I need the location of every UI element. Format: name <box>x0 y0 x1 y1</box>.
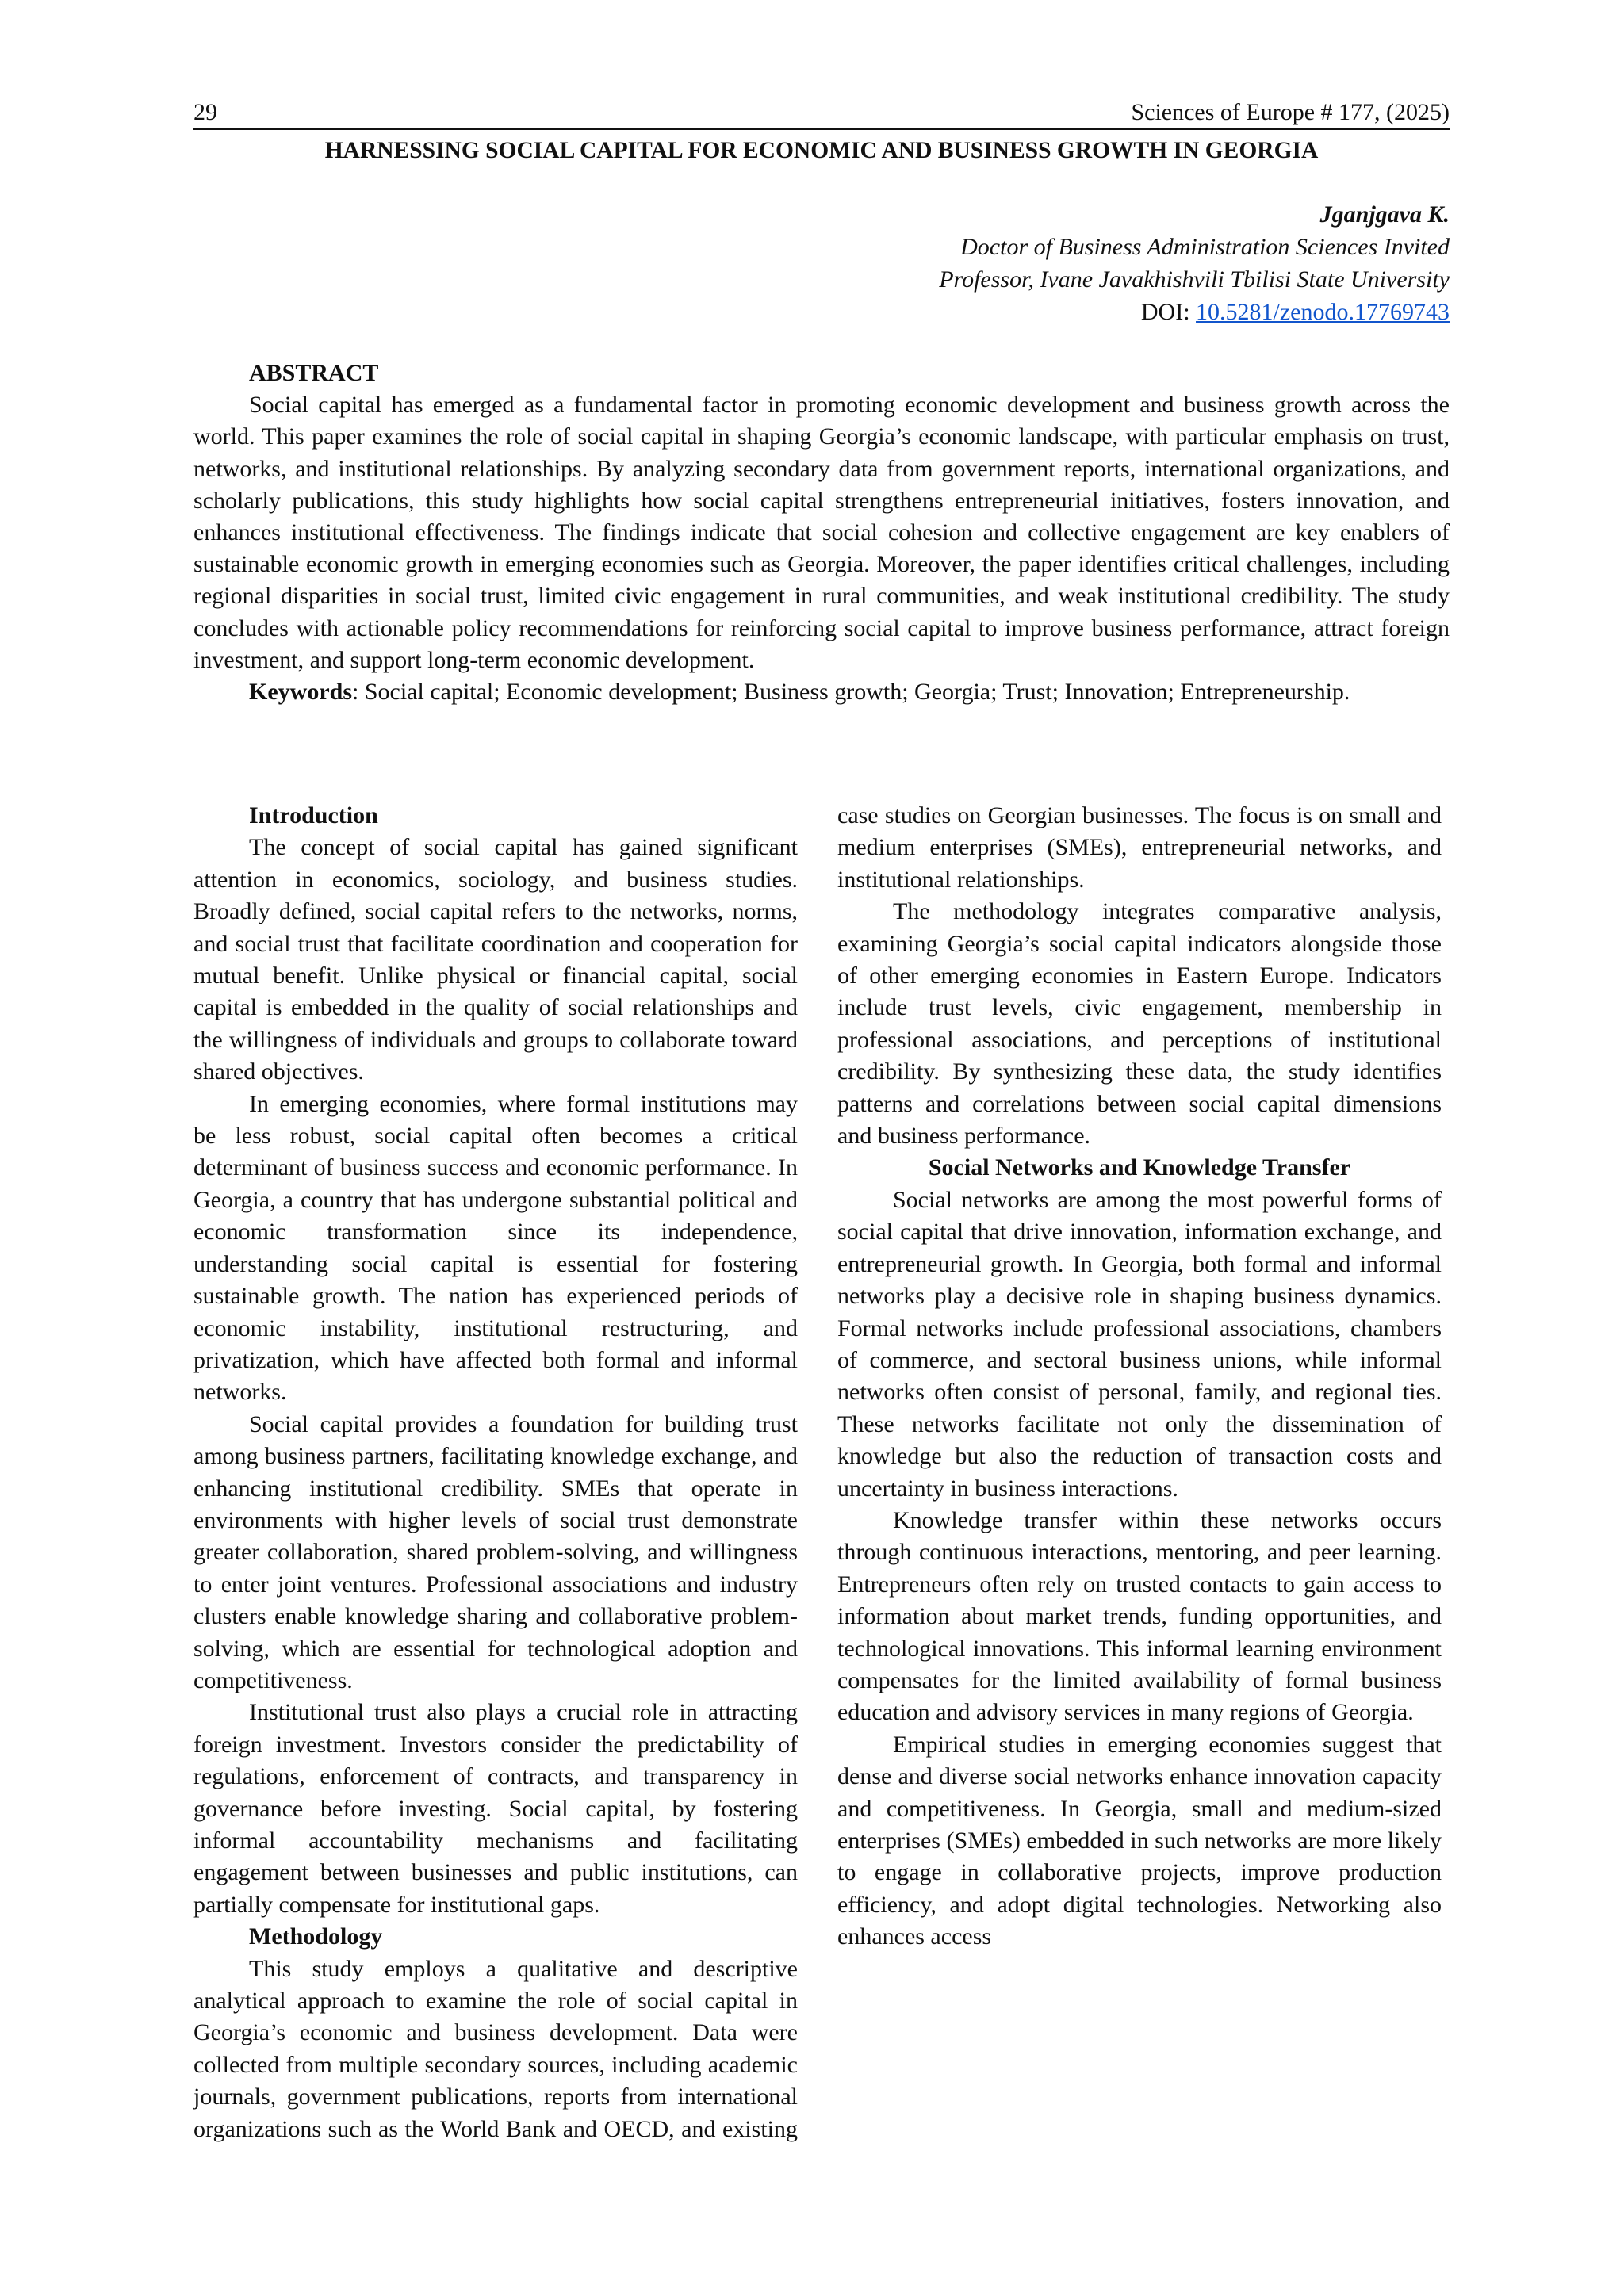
abstract-heading: ABSTRACT <box>249 360 379 386</box>
introduction-paragraph-2: In emerging economies, where formal institutions may be less robust, social capital often becomes a critical determinant of business success and economic performance. In Georgia, a country that has undergone substantial political and economic transformation since its independence, understanding social capital is essential for fostering sustainable growth. The nation has experienced periods of economic instability, institutional restructuring, and privatization, which have affected both formal and informal networks. <box>193 1090 798 1406</box>
networks-paragraph-2: Knowledge transfer within these networks occurs through continuous interactions, mentoring, and peer learning. Entrepreneurs often rely on trusted contacts to gain access to information about market trends, funding opportunities, and technological innovations. This informal learning environment compensates for the limited availability of formal business education and advisory services in many regions of Georgia. <box>837 1506 1442 1726</box>
doi-label: DOI: <box>1140 299 1197 325</box>
right-column <box>837 800 1442 1954</box>
journal-page <box>193 0 1450 2296</box>
abstract-text: Social capital has emerged as a fundamental factor in promoting economic development and business growth across the world. This paper examines the role of social capital in shaping Georgia’s economic landscape, with particular emphasis on trust, networks, and institutional relationships. By analyzing secondary data from government reports, international organizations, and scholarly publications, this study highlights how social capital strengthens entrepreneurial initiatives, fosters innovation, and enhances institutional effectiveness. The findings indicate that social cohesion and collective engagement are key enablers of sustainable economic growth in emerging economies such as Georgia. Moreover, the paper identifies critical challenges, including regional disparities in social trust, limited civic engagement in rural communities, and weak institutional credibility. The study concludes with actionable policy recommendations for reinforcing social capital to improve business performance, attract foreign investment, and support long-term economic development. <box>193 392 1450 673</box>
article-title: HARNESSING SOCIAL CAPITAL FOR ECONOMIC AND BUSINESS GROWTH IN GEORGIA <box>324 138 1319 163</box>
doi-link[interactable]: 10.5281/zenodo.17769743 <box>1196 299 1450 325</box>
doi-line <box>498 296 1450 328</box>
journal-citation: Sciences of Europe # 177, (2025) <box>1131 99 1450 125</box>
networks-heading: Social Networks and Knowledge Transfer <box>928 1154 1351 1181</box>
introduction-heading: Introduction <box>249 802 378 828</box>
methodology-heading: Methodology <box>249 1923 383 1950</box>
author-block <box>498 198 1450 328</box>
abstract-section <box>193 358 1450 708</box>
keywords-label: Keywords <box>249 679 352 706</box>
keywords <box>193 676 1450 708</box>
running-head <box>193 98 1450 130</box>
page-number: 29 <box>193 99 217 125</box>
methodology-paragraph-2: The methodology integrates comparative analysis, examining Georgia’s social capital indicators alongside those of other emerging economies in Eastern Europe. Indicators include trust levels, civic engagement, membership in professional associations, and perceptions of institutional credibility. By synthesizing these data, the study identifies patterns and correlations between social capital dimensions and business performance. <box>837 898 1442 1150</box>
methodology-paragraph-1: This study employs a qualitative and descriptive analytical approach to examine the role of social capital in Georgia’s economic and business development. Data were collected from multiple secondary sources, including academic journals, government publications, reports from international organizations such as the World Bank and OECD, and existing <box>193 1955 798 2142</box>
left-column <box>193 800 798 2145</box>
author-affiliation-line-2: Professor, Ivane Javakhishvili Tbilisi State University <box>939 266 1450 293</box>
networks-paragraph-1: Social networks are among the most powerful forms of social capital that drive innovation, information exchange, and entrepreneurial growth. In Georgia, both formal and informal networks play a decisive role in shaping business dynamics. Formal networks include professional associations, chambers of commerce, and sectoral business unions, while informal networks often consist of personal, family, and regional ties. These networks facilitate not only the dissemination of knowledge but also the reduction of transaction costs and uncertainty in business interactions. <box>837 1186 1442 1502</box>
keywords-text: : Social capital; Economic development; Business growth; Georgia; Trust; Innovation; Entrepreneurship. <box>352 679 1350 706</box>
author-name: Jganjgava K. <box>1320 201 1450 228</box>
introduction-paragraph-3: Social capital provides a foundation for building trust among business partners, facilitating knowledge exchange, and enhancing institutional credibility. SMEs that operate in environments with higher levels of social trust demonstrate greater collaboration, shared problem-solving, and willingness to enter joint ventures. Professional associations and industry clusters enable knowledge sharing and collaborative problem-solving, which are essential for technological adoption and competitiveness. <box>193 1410 798 1693</box>
networks-paragraph-3: Empirical studies in emerging economies suggest that dense and diverse social networks enhance innovation capacity and competitiveness. In Georgia, small and medium-sized enterprises (SMEs) embedded in such networks are more likely to engage in collaborative projects, improve production efficiency, and adopt digital technologies. Networking also enhances access <box>837 1731 1442 1950</box>
introduction-paragraph-1: The concept of social capital has gained significant attention in economics, sociology, and business studies. Broadly defined, social capital refers to the networks, norms, and social trust that facilitate coordination and cooperation for mutual benefit. Unlike physical or financial capital, social capital is embedded in the quality of social relationships and the willingness of individuals and groups to collaborate toward shared objectives. <box>193 834 798 1085</box>
introduction-paragraph-4: Institutional trust also plays a crucial role in attracting foreign investment. Investors consider the predictability of regulations, enforcement of contracts, and transparency in governance before investing. Social capital, by fostering informal accountability mechanisms and facilitating engagement between businesses and public institutions, can partially compensate for institutional gaps. <box>193 1699 798 1918</box>
author-affiliation-line-1: Doctor of Business Administration Sciences Invited <box>960 234 1450 260</box>
methodology-paragraph-1-continued: case studies on Georgian businesses. The focus is on small and medium enterprises (SMEs), entrepreneurial networks, and institutional relationships. <box>837 802 1442 893</box>
